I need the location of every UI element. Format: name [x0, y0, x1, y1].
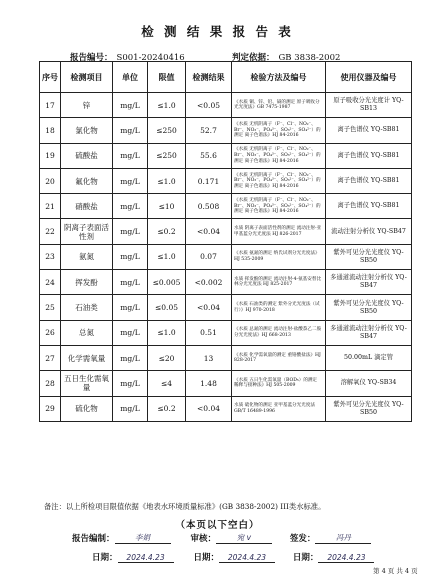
cell-unit: mg/L — [113, 118, 148, 143]
table-row — [40, 168, 412, 193]
header-unit: 单位 — [113, 62, 148, 93]
cell-method: 《水质 氨氮的测定 纳氏试剂分光光度法》HJ 535-2009 — [232, 244, 326, 269]
cell-instrument: 多通道流动注射分析仪 YQ-SB47 — [326, 320, 412, 345]
cell-item: 化学需氧量 — [61, 345, 113, 370]
cell-method: 《水质 无机阴离子（F⁻、Cl⁻、NO₂⁻、Br⁻、NO₃⁻、PO₄³⁻、SO₃²⁻、SO₄²⁻）的测定 离子色谱法》HJ 84-2016 — [232, 143, 326, 168]
cell-result: <0.05 — [186, 93, 232, 118]
cell-no: 18 — [40, 118, 61, 143]
prepared-date: 2024.4.23 — [118, 553, 174, 563]
judgement-basis-value: GB 3838-2002 — [278, 53, 341, 63]
cell-result: 0.508 — [186, 194, 232, 219]
cell-method: 水质 挥发酚的测定 流动注射-4-氨基安替比林分光光度法 HJ 825-2017 — [232, 270, 326, 295]
header-no: 序号 — [40, 62, 61, 93]
cell-no: 19 — [40, 143, 61, 168]
table-row — [40, 244, 412, 269]
cell-instrument: 溶解氧仪 YQ-SB34 — [326, 371, 412, 396]
cell-result: 0.171 — [186, 168, 232, 193]
cell-item: 总氮 — [61, 320, 113, 345]
cell-method: 《水质 无机阴离子（F⁻、Cl⁻、NO₂⁻、Br⁻、NO₃⁻、PO₄³⁻、SO₃²⁻、SO₄²⁻）的测定 离子色谱法》HJ 84-2016 — [232, 194, 326, 219]
cell-unit: mg/L — [113, 143, 148, 168]
cell-unit: mg/L — [113, 270, 148, 295]
page-number: 第 4 页 共 4 页 — [373, 567, 418, 575]
table-row — [40, 270, 412, 295]
cell-no: 27 — [40, 345, 61, 370]
cell-unit: mg/L — [113, 219, 148, 244]
cell-instrument: 流动注射分析仪 YQ-SB47 — [326, 219, 412, 244]
cell-method: 水质 硫化物的测定 亚甲基蓝分光光度法 GB/T 16489-1996 — [232, 396, 326, 421]
judgement-basis-label: 判定依据： — [232, 53, 275, 63]
table-row — [40, 295, 412, 320]
cell-method: 《水质 石油类的测定 紫外分光光度法（试行）》HJ 970-2018 — [232, 295, 326, 320]
cell-item: 氨氮 — [61, 244, 113, 269]
cell-instrument: 离子色谱仪 YQ-SB81 — [326, 143, 412, 168]
cell-item: 硫化物 — [61, 396, 113, 421]
results-table — [39, 61, 412, 422]
header-limit: 限值 — [148, 62, 186, 93]
cell-method: 《水质 总氮的测定 流动注射-盐酸萘乙二胺分光光度法》HJ 668-2013 — [232, 320, 326, 345]
cell-no: 17 — [40, 93, 61, 118]
cell-unit: mg/L — [113, 93, 148, 118]
table-row — [40, 345, 412, 370]
prepared-label: 报告编制： — [72, 534, 115, 544]
cell-no: 22 — [40, 219, 61, 244]
table-row — [40, 143, 412, 168]
cell-limit: ≤4 — [148, 371, 186, 396]
signed-signature: 冯丹 — [315, 532, 371, 544]
cell-item: 石油类 — [61, 295, 113, 320]
cell-limit: ≤20 — [148, 345, 186, 370]
cell-instrument: 离子色谱仪 YQ-SB81 — [326, 194, 412, 219]
cell-method: 《水质 五日生化需氧量（BOD₅）的测定 稀释与接种法》HJ 505-2009 — [232, 371, 326, 396]
cell-result: <0.04 — [186, 396, 232, 421]
table-row — [40, 93, 412, 118]
cell-limit: ≤0.05 — [148, 295, 186, 320]
cell-result: <0.04 — [186, 219, 232, 244]
cell-limit: ≤0.005 — [148, 270, 186, 295]
cell-method: 《水质 无机阴离子（F⁻、Cl⁻、NO₂⁻、Br⁻、NO₃⁻、PO₄³⁻、SO₃²⁻、SO₄²⁻）的测定 离子色谱法》HJ 84-2016 — [232, 118, 326, 143]
cell-method: 《水质 铜、锌、铅、镉的测定 原子吸收分光光度法》GB 7475-1987 — [232, 93, 326, 118]
cell-limit: ≤1.0 — [148, 168, 186, 193]
cell-unit: mg/L — [113, 295, 148, 320]
date-label-1: 日期： — [92, 553, 118, 563]
header-method: 检验方法及编号 — [232, 62, 326, 93]
signed-date: 2024.4.23 — [318, 553, 374, 563]
cell-limit: ≤250 — [148, 143, 186, 168]
cell-no: 25 — [40, 295, 61, 320]
cell-instrument: 50.00mL 滴定管 — [326, 345, 412, 370]
cell-item: 阴离子表面活性剂 — [61, 219, 113, 244]
header-instrument: 使用仪器及编号 — [326, 62, 412, 93]
cell-unit: mg/L — [113, 320, 148, 345]
cell-item: 氟化物 — [61, 168, 113, 193]
cell-unit: mg/L — [113, 194, 148, 219]
cell-method: 水质 阴离子表面活性剂的测定 流动注射-亚甲基蓝分光光度法 HJ 826-2017 — [232, 219, 326, 244]
cell-no: 28 — [40, 371, 61, 396]
cell-limit: ≤10 — [148, 194, 186, 219]
cell-instrument: 紫外可见分光光度仪 YQ-SB50 — [326, 244, 412, 269]
cell-instrument: 离子色谱仪 YQ-SB81 — [326, 168, 412, 193]
report-title: 检 测 结 果 报 告 表 — [141, 24, 294, 39]
cell-item: 挥发酚 — [61, 270, 113, 295]
cell-item: 五日生化需氧量 — [61, 371, 113, 396]
cell-result: 0.51 — [186, 320, 232, 345]
blank-below-notice: （本页以下空白） — [175, 520, 260, 531]
report-number-value: S001-20240416 — [116, 53, 185, 63]
cell-limit: ≤1.0 — [148, 244, 186, 269]
cell-item: 硝酸盐 — [61, 194, 113, 219]
table-row — [40, 371, 412, 396]
cell-item: 锌 — [61, 93, 113, 118]
cell-result: <0.002 — [186, 270, 232, 295]
cell-unit: mg/L — [113, 396, 148, 421]
table-row — [40, 118, 412, 143]
cell-instrument: 多通道流动注射分析仪 YQ-SB47 — [326, 270, 412, 295]
cell-no: 21 — [40, 194, 61, 219]
cell-no: 23 — [40, 244, 61, 269]
cell-no: 29 — [40, 396, 61, 421]
cell-no: 24 — [40, 270, 61, 295]
cell-limit: ≤0.2 — [148, 219, 186, 244]
cell-result: 52.7 — [186, 118, 232, 143]
header-item: 检测项目 — [61, 62, 113, 93]
prepared-signature: 李娟 — [115, 532, 171, 544]
cell-instrument: 紫外可见分光光度仪 YQ-SB50 — [326, 396, 412, 421]
cell-method: 《水质 化学需氧量的测定 重铬酸盐法》HJ 828-2017 — [232, 345, 326, 370]
table-header-row — [40, 62, 412, 93]
cell-limit: ≤0.2 — [148, 396, 186, 421]
reviewed-label: 审核： — [190, 534, 216, 544]
cell-unit: mg/L — [113, 345, 148, 370]
date-label-3: 日期： — [292, 553, 319, 563]
date-row — [92, 551, 374, 563]
cell-limit: ≤1.0 — [148, 320, 186, 345]
cell-item: 氯化物 — [61, 118, 113, 143]
cell-limit: ≤1.0 — [148, 93, 186, 118]
reviewed-date: 2024.4.23 — [219, 553, 275, 563]
cell-instrument: 原子吸收分光光度计 YQ-SB13 — [326, 93, 412, 118]
cell-no: 26 — [40, 320, 61, 345]
reviewed-signature: 宛 v — [216, 532, 272, 544]
cell-instrument: 紫外可见分光光度仪 YQ-SB50 — [326, 295, 412, 320]
cell-result: 13 — [186, 345, 232, 370]
cell-unit: mg/L — [113, 371, 148, 396]
table-row — [40, 320, 412, 345]
report-number-label: 报告编号： — [70, 53, 113, 63]
table-row — [40, 219, 412, 244]
date-label-2: 日期： — [193, 553, 219, 563]
signature-row — [72, 532, 371, 544]
table-row — [40, 194, 412, 219]
remark-note: 备注：以上所检项目限值依据《地表水环境质量标准》(GB 3838-2002) III类水标准。 — [44, 502, 326, 511]
cell-unit: mg/L — [113, 244, 148, 269]
cell-result: 55.6 — [186, 143, 232, 168]
cell-result: <0.04 — [186, 295, 232, 320]
cell-unit: mg/L — [113, 168, 148, 193]
cell-result: 1.48 — [186, 371, 232, 396]
signed-label: 签发： — [289, 534, 316, 544]
cell-method: 《水质 无机阴离子（F⁻、Cl⁻、NO₂⁻、Br⁻、NO₃⁻、PO₄³⁻、SO₃²⁻、SO₄²⁻）的测定 离子色谱法》HJ 84-2016 — [232, 168, 326, 193]
cell-no: 20 — [40, 168, 61, 193]
cell-limit: ≤250 — [148, 118, 186, 143]
cell-item: 硫酸盐 — [61, 143, 113, 168]
table-row — [40, 396, 412, 421]
header-result: 检测结果 — [186, 62, 232, 93]
cell-result: 0.07 — [186, 244, 232, 269]
cell-instrument: 离子色谱仪 YQ-SB81 — [326, 118, 412, 143]
